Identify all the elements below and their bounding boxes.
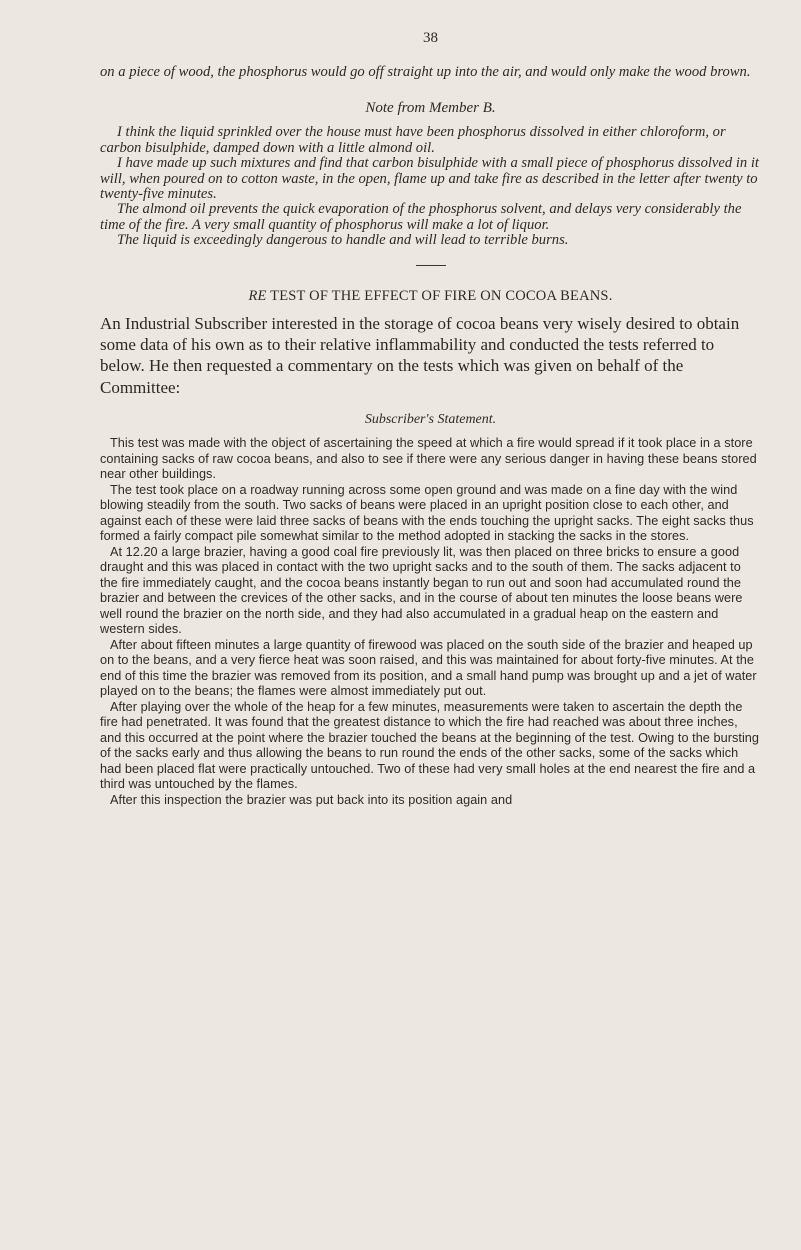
continuation-paragraph: on a piece of wood, the phosphorus would go off straight up into the air, and would only make the wood brown. (100, 64, 751, 80)
statement-paragraph: After this inspection the brazier was put back into its position again and (110, 792, 513, 807)
statement-paragraph: The test took place on a roadway running across some open ground and was made on a fine day with the wind blowing steadily from the south. Two sacks of beans were placed in an upright position close to each other, and against each of these were laid three sacks of beans with the ends touching the upright sacks. The eight sacks thus formed a fairly compact pile somewhat similar to the method adopted in stacking the sacks in the stores. (100, 482, 754, 544)
note-paragraph: The almond oil prevents the quick evaporation of the phosphorus solvent, and delays very considerably the time of the fire. A very small quantity of phosphorus will make a lot of liquor. (100, 201, 742, 233)
statement-paragraph: This test was made with the object of ascertaining the speed at which a fire would spread if it took place in a store containing sacks of raw cocoa beans, and also to see if there were any serious danger in having these beans stored near other buildings. (100, 436, 757, 482)
statement-paragraph: After about fifteen minutes a large quantity of firewood was placed on the south side of the brazier and heaped up on to the beans, and a very fierce heat was soon raised, and this was maintained for about forty-five minutes. At the end of this time the brazier was removed from its position, and a small hand pump was brought up and a jet of water played on to the beans; the flames were almost immediately put out. (100, 637, 757, 699)
note-paragraph: I think the liquid sprinkled over the house must have been phosphorus dissolved in either chloroform, or carbon bisulphide, damped down with a little almond oil. (100, 124, 726, 156)
statement-body (100, 436, 761, 808)
section-divider (416, 265, 446, 266)
note-body (100, 125, 761, 248)
note-heading: Note from Member B. (365, 100, 496, 117)
section-title-prefix: RE (248, 287, 267, 304)
continuation-block (100, 65, 761, 80)
section-title-text: TEST OF THE EFFECT OF FIRE ON COCOA BEANS. (270, 287, 613, 304)
note-paragraph: The liquid is exceedingly dangerous to handle and will lead to terrible burns. (117, 232, 569, 249)
section-intro: An Industrial Subscriber interested in the storage of cocoa beans very wisely desired to obtain some data of his own as to their relative inflammability and conducted the tests referred to below. He then requested a commentary on the tests which was given on behalf of the Committee: (100, 313, 740, 397)
subheading: Subscriber's Statement. (364, 412, 497, 428)
note-paragraph: I have made up such mixtures and find that carbon bisulphide with a small piece of phosphorus dissolved in it will, when poured on to cotton waste, in the open, flame up and take fire as described in the letter after twenty to twenty-five minutes. (100, 155, 759, 203)
section-title (100, 288, 761, 305)
statement-paragraph: At 12.20 a large brazier, having a good coal fire previously lit, was then placed on three bricks to ensure a good draught and this was placed in contact with the two upright sacks and to the south of them. The sacks adjacent to the fire immediately caught, and the cocoa beans instantly began to run out and soon had accumulated round the brazier and between the crevices of the other sacks, and in the course of about ten minutes the loose beans were well round the brazier on the north side, and they had also accumulated in a gradual heap on the eastern and western sides. (100, 544, 743, 637)
statement-paragraph: After playing over the whole of the heap for a few minutes, measurements were taken to ascertain the depth the fire had penetrated. It was found that the greatest distance to which the fire had reached was about three inches, and this occurred at the point where the brazier touched the beans at the beginning of the test. Owing to the bursting of the sacks early and thus allowing the beans to run round the ends of the other sacks, some of the sacks which had been placed flat were practically untouched. Two of these had very small holes at the end nearest the fire and a third was untouched by the flames. (100, 699, 760, 792)
page-number: 38 (423, 30, 438, 46)
